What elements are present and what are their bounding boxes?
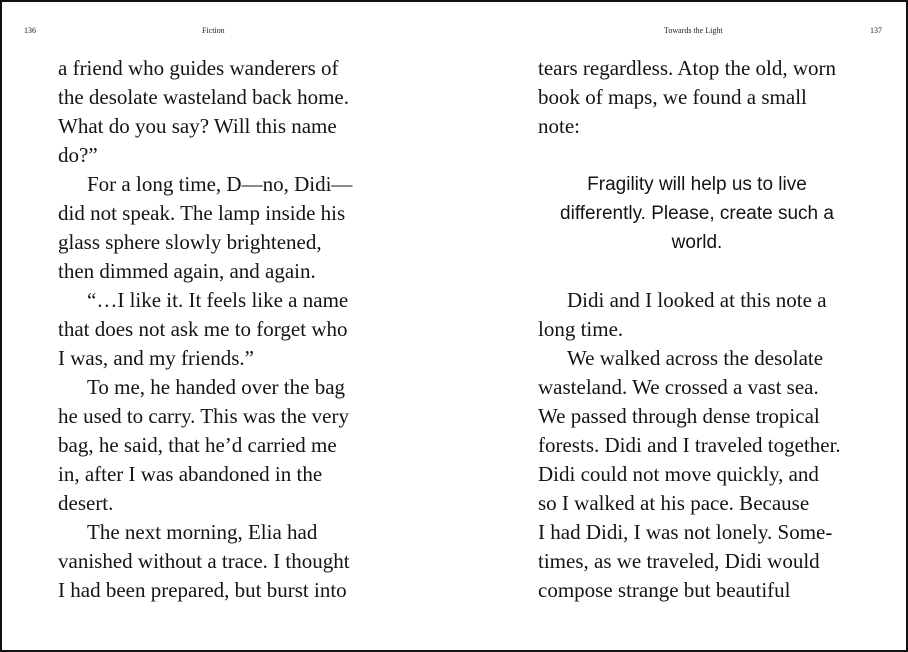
text-line: I had been prepared, but burst into <box>58 578 347 602</box>
text-line: For a long time, D—no, Didi— <box>87 172 353 196</box>
text-line: Didi could not move quickly, and <box>538 462 819 486</box>
text-line: he used to carry. This was the very <box>58 404 349 428</box>
text-line: glass sphere slowly brightened, <box>58 230 322 254</box>
right-page-number: 137 <box>870 26 882 35</box>
text-line: did not speak. The lamp inside his <box>58 201 346 225</box>
right-page-text-top <box>538 54 836 141</box>
text-line: the desolate wasteland back home. <box>58 85 349 109</box>
text-line: What do you say? Will this name <box>58 114 337 138</box>
text-line: vanished without a trace. I thought <box>58 549 350 573</box>
text-line: compose strange but beautiful <box>538 578 791 602</box>
text-line: I had Didi, I was not lonely. Some- <box>538 520 833 544</box>
right-running-head: Towards the Light <box>664 26 723 35</box>
text-line: The next morning, Elia had <box>87 520 318 544</box>
text-line: Didi and I looked at this note a <box>567 288 827 312</box>
text-line: so I walked at his pace. Because <box>538 491 810 515</box>
note-line: differently. Please, create such a <box>560 203 834 224</box>
text-line: bag, he said, that he’d carried me <box>58 433 337 457</box>
left-page-number: 136 <box>24 26 36 35</box>
text-line: long time. <box>538 317 624 341</box>
left-page-text <box>58 54 352 605</box>
text-line: then dimmed again, and again. <box>58 259 316 283</box>
note-line: Fragility will help us to live <box>587 174 807 195</box>
text-line: do?” <box>58 143 98 167</box>
text-line: forests. Didi and I traveled together. <box>538 433 841 457</box>
text-line: desert. <box>58 491 114 515</box>
note-quote <box>539 170 855 257</box>
text-line: wasteland. We crossed a vast sea. <box>538 375 819 399</box>
text-line: I was, and my friends.” <box>58 346 254 370</box>
left-running-head: Fiction <box>202 26 225 35</box>
note-line: world. <box>671 232 723 253</box>
right-page-text-bottom <box>538 286 841 605</box>
text-line: To me, he handed over the bag <box>87 375 346 399</box>
text-line: a friend who guides wanderers of <box>58 56 339 80</box>
text-line: book of maps, we found a small <box>538 85 807 109</box>
text-line: “…I like it. It feels like a name <box>87 288 349 312</box>
text-line: We walked across the desolate <box>567 346 824 370</box>
text-line: We passed through dense tropical <box>538 404 820 428</box>
text-line: that does not ask me to forget who <box>58 317 348 341</box>
text-line: note: <box>538 114 580 138</box>
text-line: times, as we traveled, Didi would <box>538 549 820 573</box>
text-line: tears regardless. Atop the old, worn <box>538 56 837 80</box>
text-line: in, after I was abandoned in the <box>58 462 323 486</box>
